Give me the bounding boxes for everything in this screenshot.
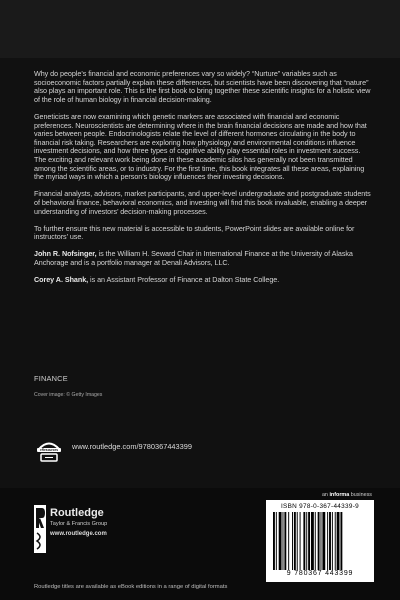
barcode-bar bbox=[337, 512, 340, 570]
informa-suffix: business bbox=[349, 492, 372, 498]
author-name-1: John R. Nofsinger, bbox=[34, 249, 97, 259]
isbn-barcode bbox=[266, 500, 374, 582]
barcode-bar bbox=[303, 512, 305, 570]
barcode-bar bbox=[294, 512, 296, 570]
barcode-bar bbox=[311, 512, 314, 570]
barcode-bar bbox=[322, 512, 325, 570]
barcode-bar bbox=[276, 512, 277, 570]
barcode-bar bbox=[283, 512, 284, 570]
barcode-bar bbox=[308, 512, 310, 570]
barcode-bar bbox=[292, 512, 293, 570]
publisher-group: Taylor & Francis Group bbox=[50, 521, 108, 527]
informa-business-label bbox=[322, 492, 372, 498]
barcode-bar bbox=[297, 512, 298, 570]
author-name-2: Corey A. Shank, bbox=[34, 275, 89, 285]
publisher-name: Routledge bbox=[50, 507, 104, 519]
informa-brand: informa bbox=[329, 492, 350, 498]
ebook-availability-note: Routledge titles are available as eBook editions in a range of digital formats bbox=[34, 584, 228, 590]
author-bio-text-1: is the William H. Seward Chair in International Finance at the University of Alaska Anchorage and is a portfolio manager at Denali Advisors, LLC. bbox=[34, 249, 353, 268]
blurb-paragraph-3: Financial analysts, advisors, market participants, and upper-level undergraduate and postgraduate students of behavioral finance, behavioral economics, and investing will find this book invaluable, enabling a deeper understanding of investors’ decision-making processes. bbox=[34, 189, 371, 216]
routledge-logo-icon bbox=[34, 505, 46, 553]
publisher-url[interactable]: www.routledge.com bbox=[50, 531, 107, 537]
author-bio-1 bbox=[34, 250, 372, 267]
barcode-bar bbox=[279, 512, 282, 570]
informa-prefix: an bbox=[321, 492, 330, 498]
eresources-icon bbox=[34, 436, 64, 464]
author-bio-text-2: is an Assistant Professor of Finance at Dalton State College. bbox=[88, 275, 280, 285]
barcode-bar bbox=[315, 512, 316, 570]
barcode-bar bbox=[288, 512, 289, 570]
barcode-bar bbox=[318, 512, 320, 570]
eresources-url[interactable]: www.routledge.com/9780367443399 bbox=[72, 442, 192, 451]
barcode-bar bbox=[332, 512, 333, 570]
blurb-paragraph-2: Geneticists are now examining which genetic markers are associated with financial and economic preferences. Neuroscientists are determining where in the brain financial decisions are made and how that varies between people. Endocrinologists relate the level of different hormones circulating in the body to financial risk taking. Researchers are exploring how physiology and environmental conditions influence investment decisions, and how three types of cognitive ability play essential roles in investment success. The exciting and relevant work being done in these academic silos has generally not been transmitted among the scientific areas, or to industry. For the first time, this book integrates all these areas, explaining the myriad ways in which a person’s biology influences their investing decisions. bbox=[34, 111, 367, 182]
cover-image-credit: Cover image: © Getty Images bbox=[34, 392, 103, 398]
barcode-number: 9 780367 443399 bbox=[286, 570, 354, 577]
blurb bbox=[34, 70, 372, 293]
barcode-bar bbox=[306, 512, 307, 570]
blurb-paragraph-4: To further ensure this new material is accessible to students, PowerPoint slides are available online for instructors’ use. bbox=[34, 223, 355, 242]
cover-top-band bbox=[0, 0, 400, 58]
barcode-bar bbox=[329, 512, 331, 570]
barcode-bar bbox=[327, 512, 328, 570]
barcode-bars bbox=[270, 512, 370, 570]
barcode-bar bbox=[284, 512, 286, 570]
author-bio-2 bbox=[34, 276, 372, 285]
barcode-bar bbox=[335, 512, 336, 570]
subject-category: FINANCE bbox=[34, 374, 68, 383]
barcode-bar bbox=[340, 512, 342, 570]
blurb-paragraph-1: Why do people’s financial and economic preferences vary so widely? “Nurture” variables such as socioeconomic factors partially explain these differences, but scientists have been discovering that “nature” also plays an important role. This is the first book to bring together these scientific insights for a holistic view of the role of human biology in financial decision-making. bbox=[34, 69, 371, 104]
eresources-label: eResources bbox=[39, 448, 59, 453]
barcode-bar bbox=[321, 512, 322, 570]
barcode-bar bbox=[273, 512, 275, 570]
isbn-text: ISBN 978-0-367-44339-9 bbox=[280, 503, 359, 510]
barcode-bar bbox=[300, 512, 301, 570]
